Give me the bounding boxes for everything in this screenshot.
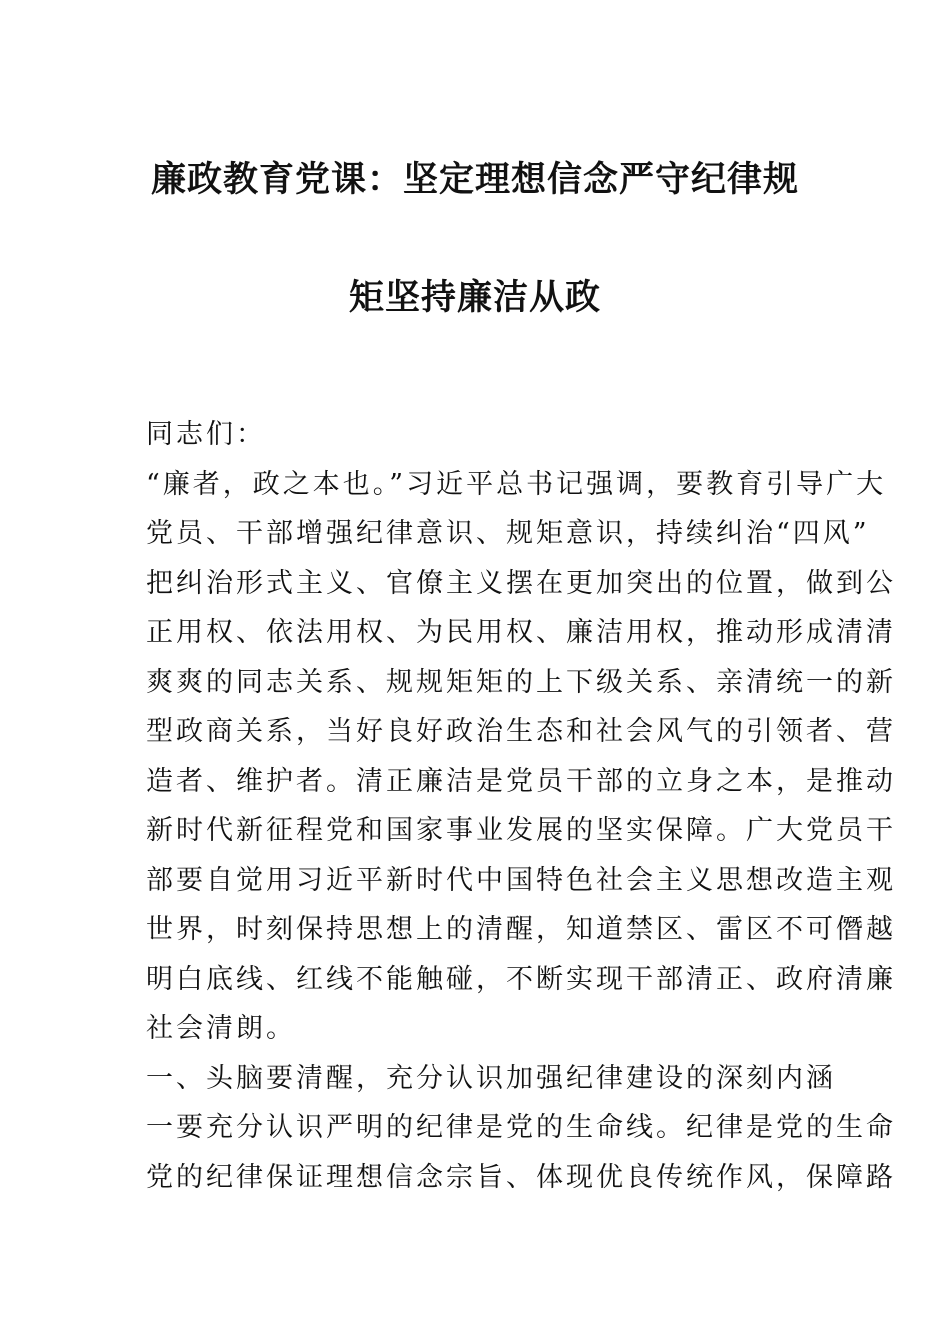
body-line: 爽爽的同志关系、规规矩矩的上下级关系、亲清统一的新	[146, 666, 896, 698]
body-line: 型政商关系，当好良好政治生态和社会风气的引领者、营	[146, 716, 896, 747]
body-line: 正用权、依法用权、为民用权、廉洁用权，推动形成清清	[146, 617, 896, 648]
body-line: 社会清朗。	[146, 1013, 296, 1044]
body-line: 造者、维护者。清正廉洁是党员干部的立身之本，是推动	[146, 765, 896, 797]
body-line: “廉者，政之本也。”习近平总书记强调，要教育引导广大	[146, 468, 887, 500]
body-line: 党员、干部增强纪律意识、规矩意识，持续纠治“四风”	[146, 518, 870, 549]
body-line: 世界，时刻保持思想上的清醒，知道禁区、雷区不可僭越	[146, 914, 896, 945]
body-line: 一要充分认识严明的纪律是党的生命线。纪律是党的生命	[146, 1112, 896, 1143]
body-line: 明白底线、红线不能触碰，不断实现干部清正、政府清廉	[146, 963, 896, 995]
document-body	[146, 410, 896, 1202]
salutation: 同志们：	[146, 419, 266, 450]
body-line: 新时代新征程党和国家事业发展的坚实保障。广大党员干	[146, 815, 896, 846]
section-heading: 一、头脑要清醒，充分认识加强纪律建设的深刻内涵	[146, 1062, 836, 1094]
body-line: 部要自觉用习近平新时代中国特色社会主义思想改造主观	[146, 864, 896, 896]
body-line: 党的纪律保证理想信念宗旨、体现优良传统作风，保障路	[146, 1161, 896, 1193]
document-title-line-1: 廉政教育党课：坚定理想信念严守纪律规	[150, 160, 799, 200]
body-line: 把纠治形式主义、官僚主义摆在更加突出的位置，做到公	[146, 567, 896, 599]
document-title-line-2: 矩坚持廉洁从政	[348, 278, 601, 318]
